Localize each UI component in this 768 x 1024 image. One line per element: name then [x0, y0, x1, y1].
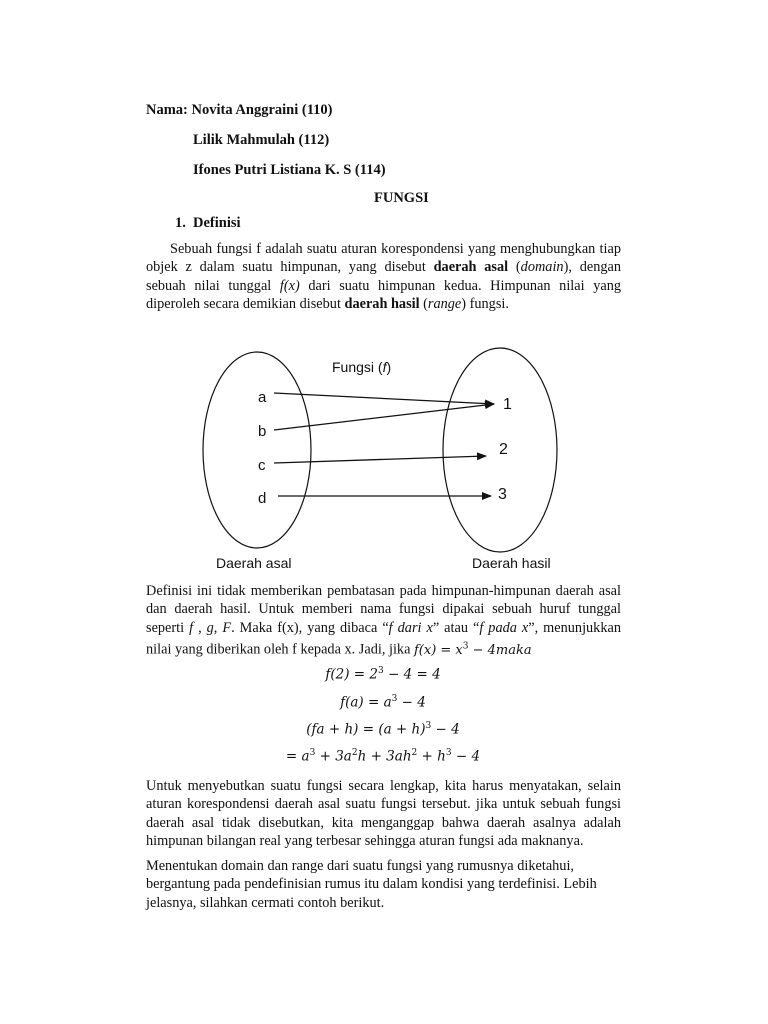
domain-range-paragraph: Menentukan domain dan range dari suatu fungsi yang rumusnya diketahui, bergantung pada pendefinisian rumus itu dalam kondisi yang terdefinisi. Lebih jelasnya, silahkan cermati contoh berikut.	[146, 858, 597, 911]
arrow-a-to-1	[274, 393, 494, 404]
notation-paragraph: Definisi ini tidak memberikan pembatasan pada himpunan-himpunan daerah asal dan daerah hasil. Untuk memberi nama fungsi dipakai sebuah huruf tunggal seperti f , g, F. Maka f(x), yang dibaca “f dari x” atau “f pada x”, menunjukkan nilai yang diberikan oleh f kepada x. Jadi, jika $f(x) = x^3$ − 4maka	[146, 583, 621, 658]
function-mapping-diagram	[0, 340, 768, 580]
domain-ellipse	[203, 352, 311, 548]
definition-paragraph: Sebuah fungsi f adalah suatu aturan korespondensi yang menghubungkan tiap objek z dalam suatu himpunan, yang disebut daerah asal (domain), dengan sebuah nilai tunggal f(x) dari suatu himpunan kedua. Himpunan nilai yang diperoleh secara demikian disebut daerah hasil (range) fungsi.	[146, 241, 622, 313]
domain-label: Daerah asal	[216, 555, 292, 571]
equation-2: $f(a) = a^3 - 4$	[340, 694, 426, 711]
domain-item-a: a	[258, 389, 267, 406]
author-line-3: Ifones Putri Listiana K. S (114)	[193, 162, 386, 178]
range-item-3: 3	[498, 486, 507, 503]
range-item-2: 2	[499, 441, 508, 458]
author-line-1: Nama: Novita Anggraini (110)	[146, 102, 333, 118]
section-heading: Definisi	[193, 215, 241, 231]
equation-1: $f(2) = 2^3 - 4 = 4$	[325, 666, 441, 683]
author-line-2: Lilik Mahmulah (112)	[193, 132, 330, 148]
diagram-caption: Fungsi (f)	[332, 359, 392, 375]
inline-formula: $f(x) = x^3$ − 4maka	[413, 641, 532, 658]
domain-item-b: b	[258, 423, 267, 440]
arrow-b-to-1	[274, 404, 494, 430]
complete-function-paragraph: Untuk menyebutkan suatu fungsi secara lengkap, kita harus menyatakan, selain aturan korespondensi daerah asal suatu fungsi tersebut. jika untuk sebuah fungsi daerah asal tidak disebutkan, kita menganggap bahwa daerah asalnya adalah himpunan bilangan real yang terbesar sehingga aturan fungsi ada maknanya.	[146, 778, 621, 850]
range-label: Daerah hasil	[472, 555, 551, 571]
section-number: 1.	[175, 215, 186, 231]
arrow-c-to-2	[274, 456, 486, 463]
equation-3: $(fa + h) = (a + h)^3 - 4$	[306, 721, 460, 738]
equation-4: = $a^3 + 3a^2h + 3ah^2 + h^3 - 4$	[285, 748, 481, 765]
domain-item-d: d	[258, 490, 267, 507]
range-item-1: 1	[503, 396, 512, 413]
domain-item-c: c	[258, 457, 266, 474]
page-title: FUNGSI	[374, 190, 429, 206]
